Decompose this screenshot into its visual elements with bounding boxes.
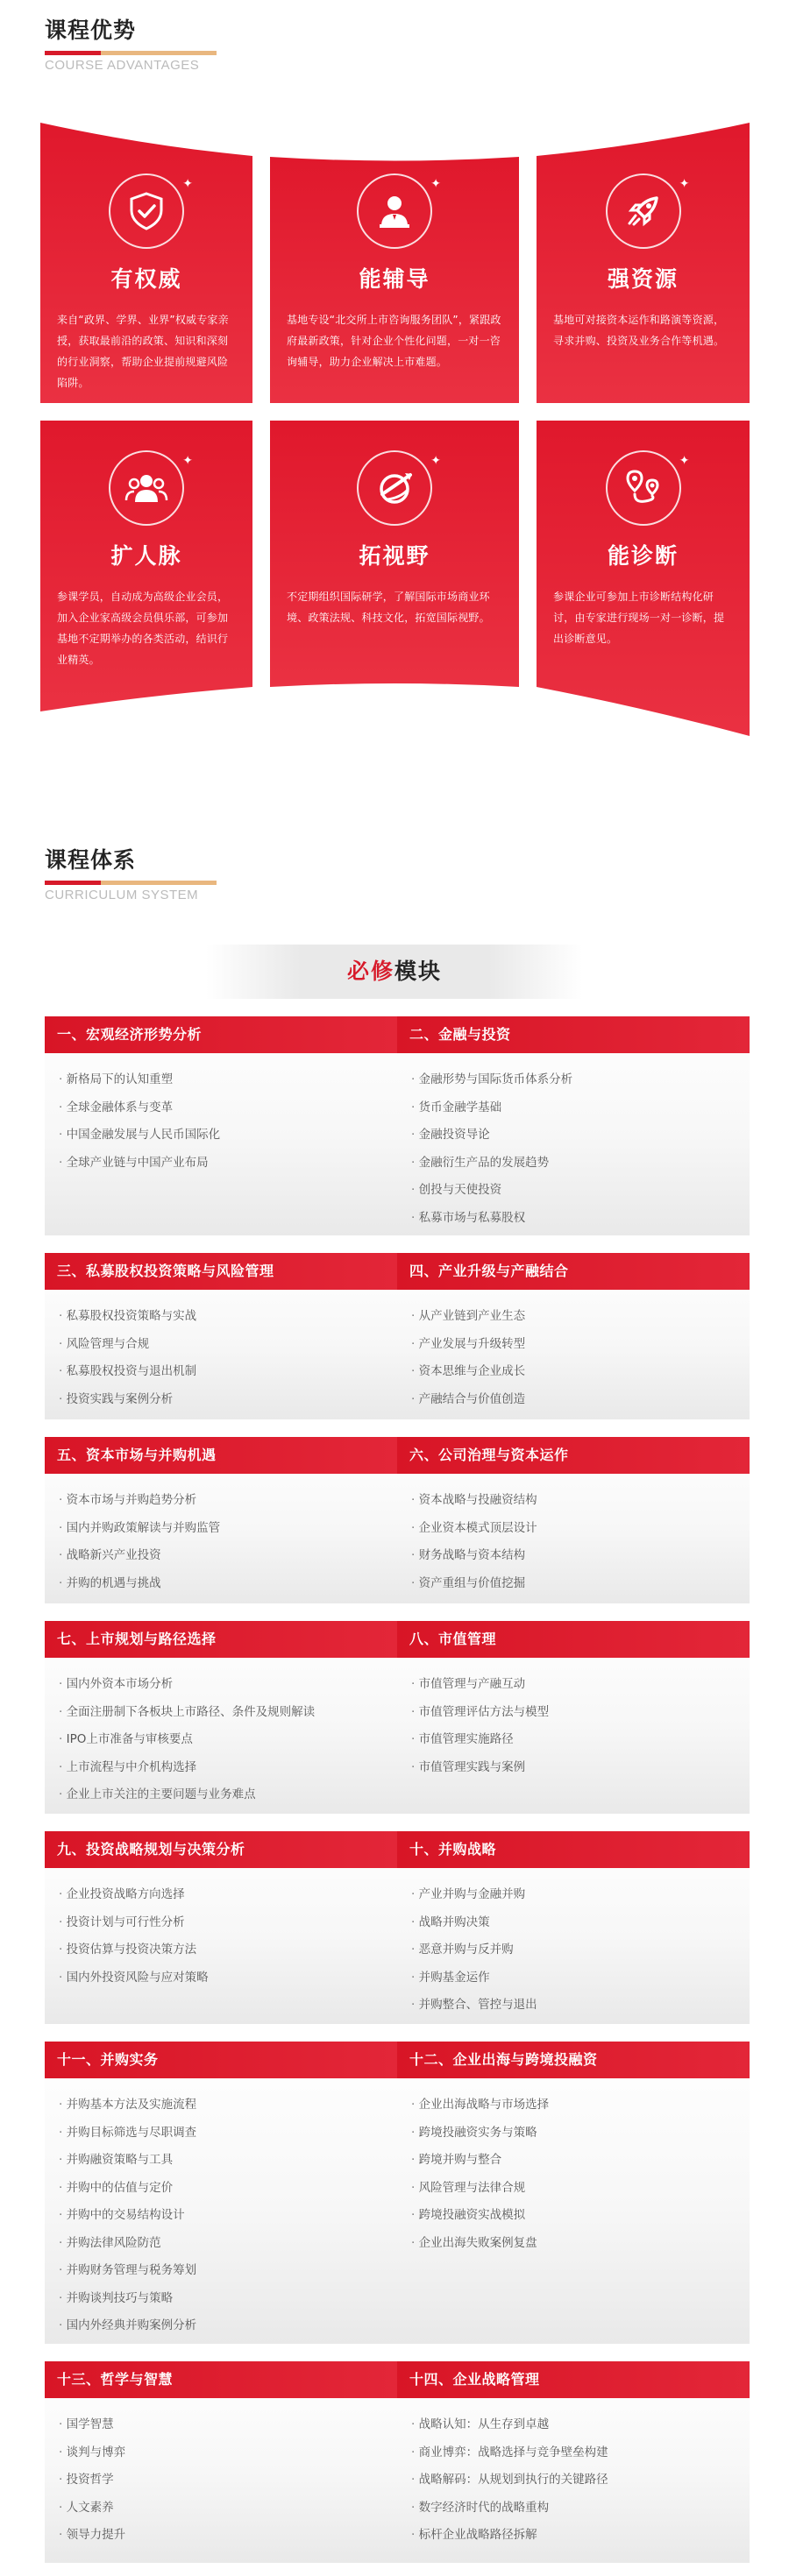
module-item: · 恶意并购与反并购: [411, 1936, 750, 1964]
advantages-subtitle: COURSE ADVANTAGES: [45, 58, 200, 73]
module-item: · 全球金融体系与变革: [59, 1094, 397, 1122]
card-title: 能诊断: [607, 543, 679, 569]
module-item: · 资本思维与企业成长: [411, 1358, 750, 1386]
module-item: · 战略并购决策: [411, 1909, 750, 1937]
module-title: 二、金融与投资: [397, 1016, 750, 1053]
module-title: 三、私募股权投资策略与风险管理: [45, 1253, 397, 1290]
module-card: [45, 2361, 397, 2563]
card-description: 参课企业可参加上市诊断结构化研讨，由专家进行现场一对一诊断，提出诊断意见。: [553, 591, 725, 645]
map-pin-route-icon: ✦: [606, 450, 681, 526]
module-item: · 并购目标筛选与尽职调查: [59, 2120, 397, 2148]
card-description: 基地专设“北交所上市咨询服务团队”，紧跟政府最新政策，针对企业个性化问题，一对一咨询辅导，助力企业解决上市难题。: [287, 314, 501, 368]
module-item: · 市值管理与产融互动: [411, 1671, 750, 1699]
module-item: · 跨境并购与整合: [411, 2147, 750, 2175]
curriculum-subtitle: CURRICULUM SYSTEM: [45, 888, 199, 902]
module-item: · 国内外资本市场分析: [59, 1671, 397, 1699]
banner-highlight: 必修: [346, 959, 394, 984]
module-item: · 谈判与博弈: [59, 2439, 397, 2467]
module-item: · 企业出海战略与市场选择: [411, 2091, 750, 2120]
module-item: · 标杆企业战略路径拆解: [411, 2522, 750, 2550]
title-underline: [45, 881, 217, 885]
module-item: · 从产业链到产业生态: [411, 1303, 750, 1331]
module-card: [397, 1016, 750, 1235]
module-item: · 私募市场与私募股权: [411, 1205, 750, 1233]
module-item: · 金融形势与国际货币体系分析: [411, 1066, 750, 1094]
module-item: · 并购融资策略与工具: [59, 2147, 397, 2175]
module-item: · 产业并购与金融并购: [411, 1881, 750, 1909]
module-item: · 跨境投融资实务与策略: [411, 2120, 750, 2148]
module-card: [397, 2042, 750, 2344]
module-title: 一、宏观经济形势分析: [45, 1016, 397, 1053]
module-item: · 资本战略与投融资结构: [411, 1487, 750, 1515]
card-description: 参课学员，自动成为高级企业会员，加入企业家高级会员俱乐部，可参加基地不定期举办的各类活动，结识行业精英。: [57, 591, 229, 666]
module-item: · 创投与天使投资: [411, 1177, 750, 1205]
module-item: · 投资计划与可行性分析: [59, 1909, 397, 1937]
module-title: 十四、企业战略管理: [397, 2361, 750, 2398]
module-item: · 商业博弈：战略选择与竞争壁垒构建: [411, 2439, 750, 2467]
advantage-card-coaching: [270, 173, 519, 372]
advantage-card-resources: [537, 173, 750, 351]
module-title: 八、市值管理: [397, 1621, 750, 1658]
advantages-header: [45, 16, 217, 73]
module-item: · 全面注册制下各板块上市路径、条件及规则解读: [59, 1699, 397, 1727]
advantage-card-vision: [270, 450, 519, 628]
required-modules-banner: [206, 945, 583, 999]
card-title: 能辅导: [359, 266, 430, 292]
module-item: · 上市流程与中介机构选择: [59, 1754, 397, 1782]
module-title: 四、产业升级与产融结合: [397, 1253, 750, 1290]
module-card: [397, 1831, 750, 2024]
module-card: [397, 2361, 750, 2563]
module-item: · 私募股权投资与退出机制: [59, 1358, 397, 1386]
module-item: · 数字经济时代的战略重构: [411, 2495, 750, 2523]
module-item: · 企业出海失败案例复盘: [411, 2230, 750, 2258]
module-item: · 并购整合、管控与退出: [411, 1992, 750, 2020]
module-item: · 并购谈判技巧与策略: [59, 2285, 397, 2313]
module-item: · 财务战略与资本结构: [411, 1542, 750, 1570]
module-item: · 产业发展与升级转型: [411, 1331, 750, 1359]
module-item: · 中国金融发展与人民币国际化: [59, 1122, 397, 1150]
module-title: 五、资本市场与并购机遇: [45, 1437, 397, 1474]
module-item: · 市值管理实施路径: [411, 1726, 750, 1754]
title-underline: [45, 51, 217, 55]
module-title: 十一、并购实务: [45, 2042, 397, 2078]
globe-plane-icon: ✦: [357, 450, 432, 526]
module-title: 十三、哲学与智慧: [45, 2361, 397, 2398]
advantage-card-network: [40, 450, 252, 670]
card-description: 来自“政界、学界、业界”权威专家亲授，获取最前沿的政策、知识和深刻的行业洞察，帮助企业提前规避风险陷阱。: [57, 314, 229, 389]
module-item: · 并购基金运作: [411, 1964, 750, 1992]
module-item: · 市值管理实践与案例: [411, 1754, 750, 1782]
module-item: · 资产重组与价值挖掘: [411, 1570, 750, 1598]
module-item: · 投资估算与投资决策方法: [59, 1936, 397, 1964]
module-item: · 国学智慧: [59, 2411, 397, 2439]
module-title: 十、并购战略: [397, 1831, 750, 1868]
module-item: · 跨境投融资实战模拟: [411, 2202, 750, 2230]
module-item: · 并购法律风险防范: [59, 2230, 397, 2258]
module-item: · 投资哲学: [59, 2466, 397, 2495]
card-description: 基地可对接资本运作和路演等资源，寻求并购、投资及业务合作等机遇。: [553, 314, 725, 347]
module-item: · 金融衍生产品的发展趋势: [411, 1150, 750, 1178]
module-item: · 战略新兴产业投资: [59, 1542, 397, 1570]
consultant-icon: ✦: [357, 173, 432, 249]
advantages-panel: [40, 123, 750, 736]
module-item: · 新格局下的认知重塑: [59, 1066, 397, 1094]
module-title: 七、上市规划与路径选择: [45, 1621, 397, 1658]
banner-text: 模块: [394, 959, 443, 984]
module-card: [45, 1831, 397, 2024]
rocket-icon: ✦: [606, 173, 681, 249]
module-item: · 企业资本模式顶层设计: [411, 1515, 750, 1543]
module-item: · 风险管理与合规: [59, 1331, 397, 1359]
module-card: [397, 1253, 750, 1419]
card-title: 拓视野: [359, 543, 430, 569]
module-item: · 并购财务管理与税务筹划: [59, 2257, 397, 2285]
module-item: · 资本市场与并购趋势分析: [59, 1487, 397, 1515]
curriculum-header: [45, 846, 217, 902]
module-card: [45, 1621, 397, 1814]
card-title: 强资源: [607, 266, 679, 292]
module-title: 九、投资战略规划与决策分析: [45, 1831, 397, 1868]
module-card: [45, 1437, 397, 1603]
module-item: · 投资实践与案例分析: [59, 1386, 397, 1414]
module-item: · 国内外经典并购案例分析: [59, 2312, 397, 2340]
module-card: [45, 1253, 397, 1419]
module-item: · 金融投资导论: [411, 1122, 750, 1150]
card-description: 不定期组织国际研学，了解国际市场商业环境、政策法规、科技文化，拓宽国际视野。: [287, 591, 490, 624]
module-item: · 企业投资战略方向选择: [59, 1881, 397, 1909]
module-item: · 领导力提升: [59, 2522, 397, 2550]
module-title: 六、公司治理与资本运作: [397, 1437, 750, 1474]
module-item: · 战略认知：从生存到卓越: [411, 2411, 750, 2439]
module-item: · IPO上市准备与审核要点: [59, 1726, 397, 1754]
people-icon: ✦: [109, 450, 184, 526]
module-item: · 并购中的交易结构设计: [59, 2202, 397, 2230]
module-card: [45, 1016, 397, 1235]
advantages-title: 课程优势: [45, 18, 137, 43]
module-item: · 风险管理与法律合规: [411, 2175, 750, 2203]
module-card: [397, 1621, 750, 1814]
module-card: [397, 1437, 750, 1603]
module-item: · 产融结合与价值创造: [411, 1386, 750, 1414]
card-title: 有权威: [110, 266, 182, 292]
module-item: · 战略解码：从规划到执行的关键路径: [411, 2466, 750, 2495]
module-item: · 市值管理评估方法与模型: [411, 1699, 750, 1727]
module-item: · 并购基本方法及实施流程: [59, 2091, 397, 2120]
module-item: · 私募股权投资策略与实战: [59, 1303, 397, 1331]
module-card: [45, 2042, 397, 2344]
module-item: · 货币金融学基础: [411, 1094, 750, 1122]
advantage-card-diagnosis: [537, 450, 750, 649]
module-item: · 国内并购政策解读与并购监管: [59, 1515, 397, 1543]
module-item: · 并购中的估值与定价: [59, 2175, 397, 2203]
curriculum-title: 课程体系: [45, 847, 137, 873]
advantage-card-authority: [40, 173, 252, 393]
card-title: 扩人脉: [110, 543, 182, 569]
module-item: · 全球产业链与中国产业布局: [59, 1150, 397, 1178]
module-item: · 人文素养: [59, 2495, 397, 2523]
module-item: · 国内外投资风险与应对策略: [59, 1964, 397, 1992]
shield-check-icon: ✦: [109, 173, 184, 249]
module-title: 十二、企业出海与跨境投融资: [397, 2042, 750, 2078]
module-item: · 企业上市关注的主要问题与业务难点: [59, 1781, 397, 1809]
module-item: · 并购的机遇与挑战: [59, 1570, 397, 1598]
